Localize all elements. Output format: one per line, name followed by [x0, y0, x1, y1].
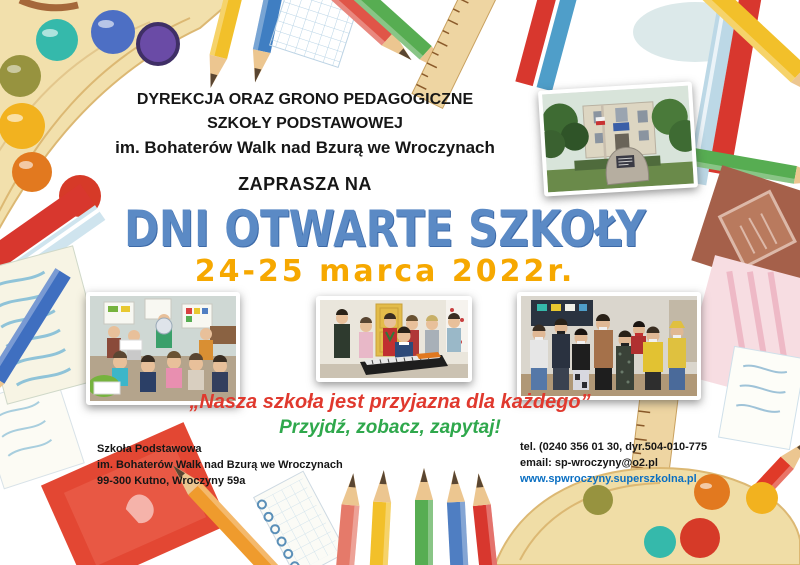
photo-students-masks — [517, 292, 701, 400]
address-line-3: 99-300 Kutno, Wroczyny 59a — [97, 475, 246, 487]
cta-line: Przyjdź, zobacz, zapytaj! — [279, 417, 501, 438]
header-line-3: im. Bohaterów Walk nad Bzurą we Wroczynach — [115, 138, 495, 157]
stripes-top-decoration — [515, 0, 582, 91]
address-line-1: Szkoła Podstawowa — [97, 443, 202, 455]
music-class-scene — [320, 300, 468, 378]
invite-line: ZAPRASZA NA — [238, 174, 372, 194]
photo-music-class — [316, 296, 472, 382]
photo-school-building — [538, 81, 698, 196]
photo-classroom-children — [86, 292, 240, 405]
poster-title: DNI OTWARTE SZKOŁY — [124, 200, 646, 258]
email-line: email: sp-wroczyny@o2.pl — [520, 457, 658, 469]
event-date: 24-25 marca 2022r. — [194, 254, 576, 289]
address-line-2: im. Bohaterów Walk nad Bzurą we Wroczynach — [97, 459, 343, 471]
header-line-1: DYREKCJA ORAZ GRONO PEDAGOGICZNE — [136, 91, 474, 108]
header-block — [70, 88, 540, 160]
website-link: www.spwroczyny.superszkolna.pl — [520, 473, 697, 485]
phone-line: tel. (0240 356 01 30, dyr.504-010-775 — [520, 441, 708, 453]
classroom-scene — [90, 296, 236, 401]
header-line-2: SZKOŁY PODSTAWOWEJ — [207, 115, 403, 132]
contact-block — [520, 439, 707, 487]
school-quote: „Nasza szkoła jest przyjazna dla każdego” — [189, 391, 591, 413]
students-masks-scene — [521, 296, 697, 396]
school-building-scene — [542, 86, 694, 193]
address-block — [97, 441, 343, 489]
